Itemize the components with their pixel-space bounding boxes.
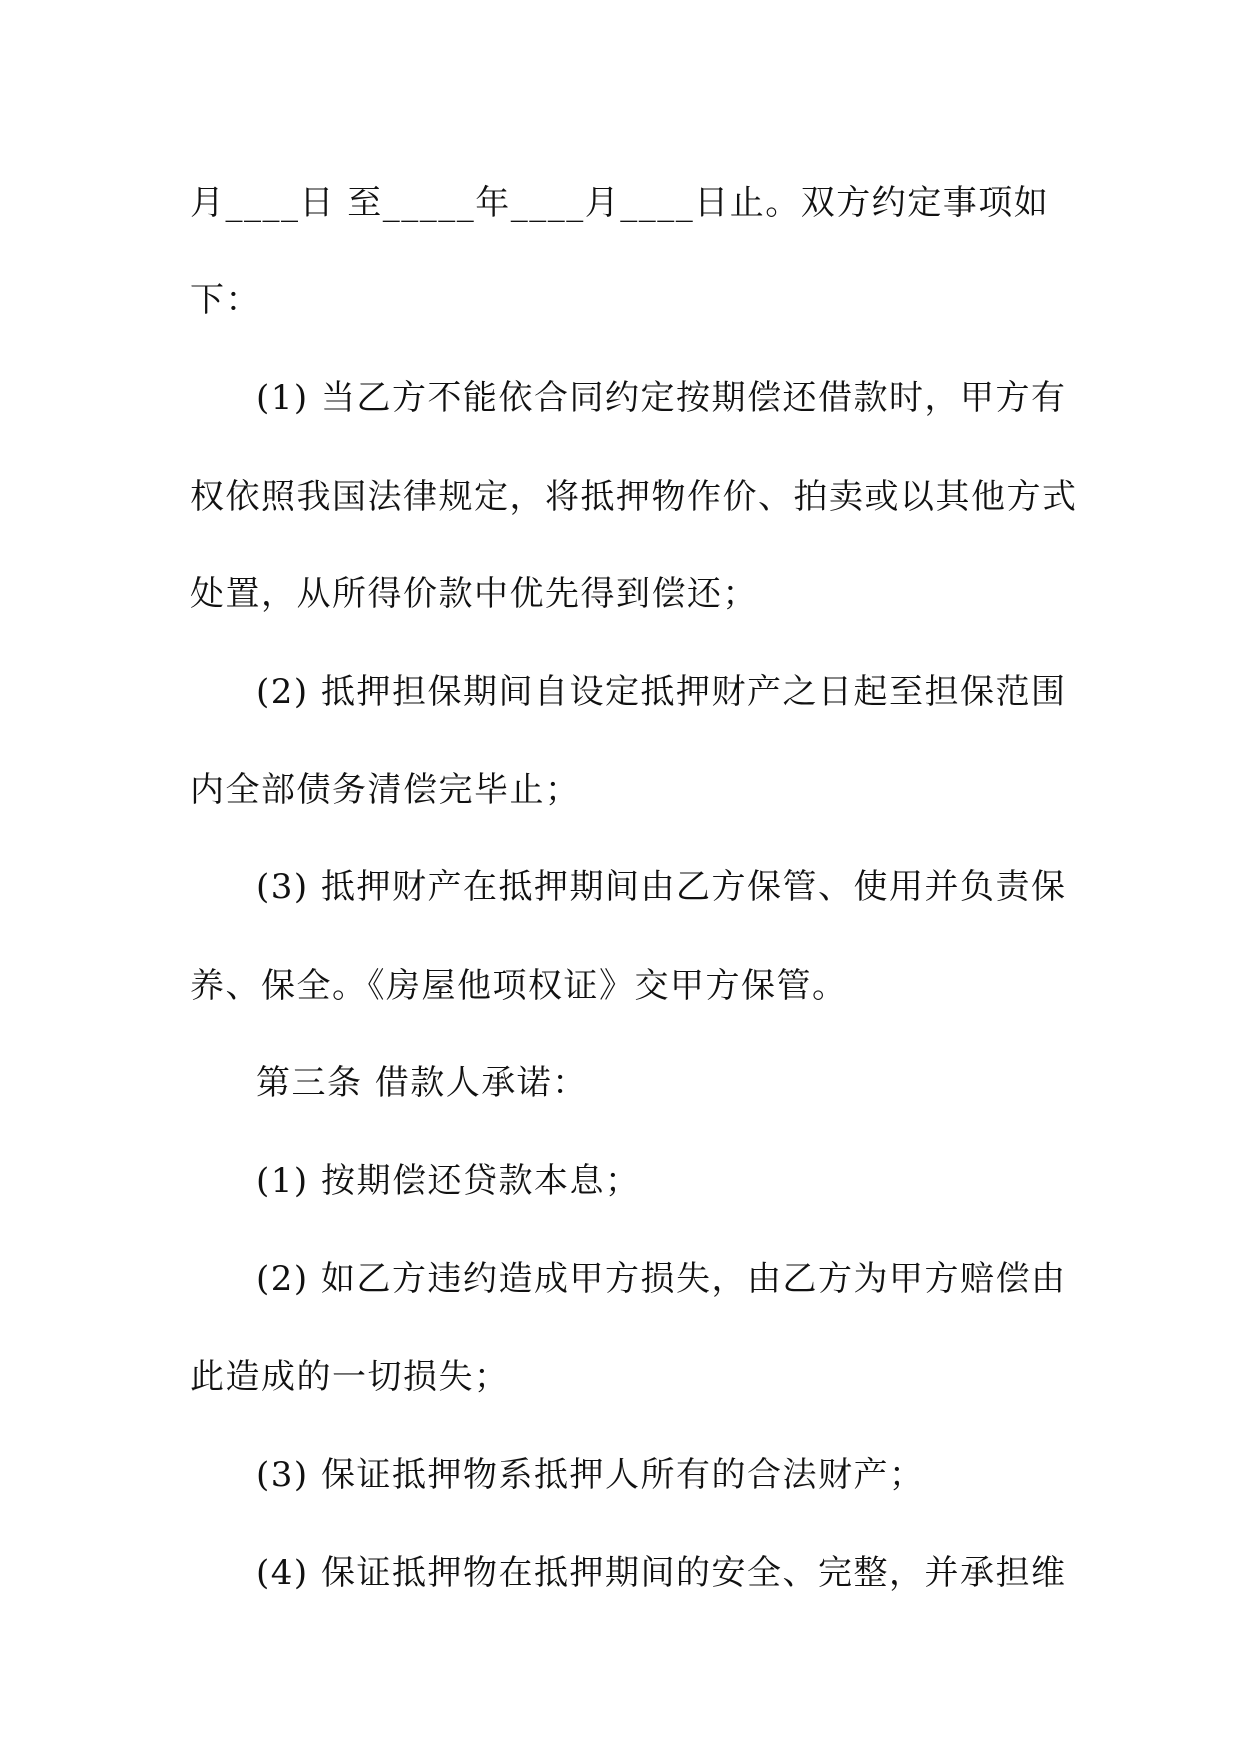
text-line-clause-2: (2) 抵押担保期间自设定抵押财产之日起至担保范围	[256, 672, 1067, 712]
text-line-promise-3: (3) 保证抵押物系抵押人所有的合法财产；	[256, 1455, 925, 1495]
text-line-promise-2: (2) 如乙方违约造成甲方损失，由乙方为甲方赔偿由	[256, 1259, 1067, 1299]
text-line-agreed-items: 下：	[190, 280, 261, 320]
text-line-term-period: 月____日 至_____年____月____日止。双方约定事项如	[190, 183, 1050, 223]
text-line-clause-2-end: 内全部债务清偿完毕止；	[190, 770, 581, 810]
text-line-promise-2-end: 此造成的一切损失；	[190, 1357, 510, 1397]
text-line-promise-4: (4) 保证抵押物在抵押期间的安全、完整，并承担维	[256, 1553, 1067, 1593]
text-line-promise-1: (1) 按期偿还贷款本息；	[256, 1161, 641, 1201]
text-line-clause-1-end: 处置，从所得价款中优先得到偿还；	[190, 574, 758, 614]
text-line-clause-1: (1) 当乙方不能依合同约定按期偿还借款时，甲方有	[256, 378, 1067, 418]
section-heading-article-3: 第三条 借款人承诺：	[256, 1063, 588, 1103]
text-line-clause-1-cont: 权依照我国法律规定，将抵押物作价、拍卖或以其他方式	[190, 477, 1078, 517]
text-line-clause-3: (3) 抵押财产在抵押期间由乙方保管、使用并负责保	[256, 867, 1067, 907]
text-line-clause-3-end: 养、保全。《房屋他项权证》交甲方保管。	[190, 966, 848, 1006]
